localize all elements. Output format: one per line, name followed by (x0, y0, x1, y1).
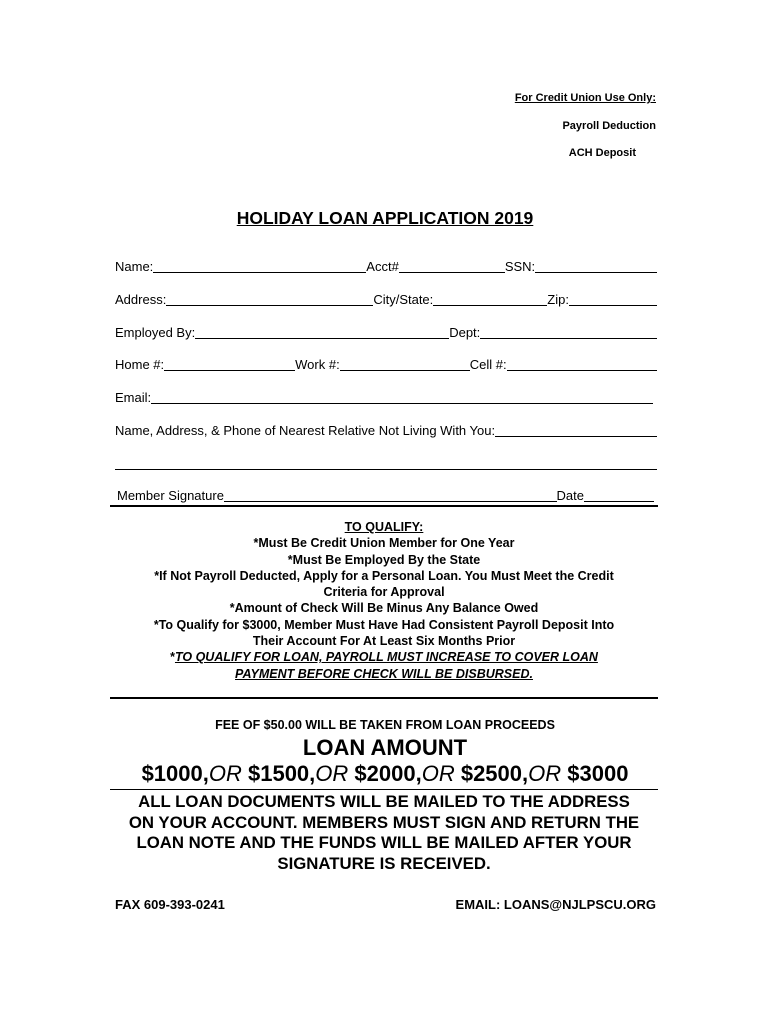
signature-label: Member Signature (117, 488, 224, 503)
mail-notice (110, 792, 658, 875)
row-signature (117, 487, 654, 503)
divider-bottom (110, 789, 658, 790)
loan-amount-heading: LOAN AMOUNT (302, 735, 468, 760)
email-label: Email: (115, 390, 152, 405)
row-address (115, 291, 657, 307)
office-use-ach-label: ACH Deposit (568, 147, 636, 159)
city-state-label: City/State: (373, 292, 434, 307)
ssn-field[interactable] (535, 260, 657, 273)
name-label: Name: (115, 259, 154, 274)
name-field[interactable] (153, 260, 366, 273)
loan-option: $1500, (247, 761, 316, 786)
ssn-label: SSN: (504, 259, 536, 274)
qualify-line: *To Qualify for $3000, Member Must Have Had Consistent Payroll Deposit Into (153, 617, 615, 632)
employed-by-label: Employed By: (115, 325, 196, 340)
office-use-title: For Credit Union Use Only: (514, 92, 656, 104)
date-field[interactable] (584, 489, 654, 502)
qualify-line: Their Account For At Least Six Months Prior (252, 634, 516, 649)
zip-field[interactable] (569, 293, 657, 306)
zip-label: Zip: (547, 292, 569, 307)
mail-notice-line: ON YOUR ACCOUNT. MEMBERS MUST SIGN AND RETURN THE (128, 812, 640, 832)
employed-by-field[interactable] (195, 326, 449, 339)
acct-label: Acct# (366, 259, 399, 274)
cell-phone-label: Cell #: (469, 357, 507, 372)
row-name (115, 258, 657, 274)
home-phone-label: Home #: (115, 357, 165, 372)
or-separator: OR (315, 761, 349, 786)
or-separator: OR (208, 761, 242, 786)
relative-field-line2[interactable] (115, 457, 657, 470)
fax-number: FAX 609-393-0241 (115, 897, 225, 912)
qualify-line: *Must Be Credit Union Member for One Year (253, 536, 515, 551)
work-phone-label: Work #: (295, 357, 340, 372)
or-separator: OR (528, 761, 562, 786)
qualify-heading: TO QUALIFY: (344, 520, 424, 534)
home-phone-field[interactable] (164, 358, 295, 371)
divider-middle (110, 697, 658, 699)
work-phone-field[interactable] (340, 358, 470, 371)
qualify-emphasis-line1 (110, 649, 658, 665)
loan-option: $2500, (460, 761, 529, 786)
divider-top (110, 505, 658, 507)
qualify-line: *Amount of Check Will Be Minus Any Balance Owed (229, 601, 539, 616)
mail-notice-line: SIGNATURE IS RECEIVED. (277, 854, 491, 874)
row-relative-continued (115, 455, 657, 471)
office-use-ach-deposit (480, 147, 656, 159)
row-phones (115, 356, 657, 372)
qualify-section (110, 519, 658, 682)
form-title: HOLIDAY LOAN APPLICATION 2019 (236, 208, 534, 228)
address-field[interactable] (166, 293, 373, 306)
acct-field[interactable] (399, 260, 505, 273)
dept-field[interactable] (480, 326, 657, 339)
address-label: Address: (115, 292, 167, 307)
signature-field[interactable] (224, 489, 557, 502)
or-separator: OR (421, 761, 455, 786)
row-email (115, 389, 653, 405)
relative-label: Name, Address, & Phone of Nearest Relative Not Living With You: (115, 423, 496, 438)
fee-notice: FEE OF $50.00 WILL BE TAKEN FROM LOAN PROCEEDS (215, 718, 555, 732)
loan-option: $2000, (354, 761, 422, 786)
qualify-emphasis-prefix: * (170, 650, 175, 665)
row-employment (115, 324, 657, 340)
date-label: Date (556, 488, 584, 503)
cell-phone-field[interactable] (507, 358, 657, 371)
qualify-emphasis-text1: TO QUALIFY FOR LOAN, PAYROLL MUST INCREASE TO COVER LOAN (174, 650, 598, 665)
loan-option: $1000, (141, 761, 209, 786)
qualify-line: Criteria for Approval (323, 585, 445, 600)
city-state-field[interactable] (433, 293, 547, 306)
email-field[interactable] (151, 391, 653, 404)
relative-field[interactable] (495, 424, 657, 437)
mail-notice-line: ALL LOAN DOCUMENTS WILL BE MAILED TO THE ADDRESS (138, 792, 630, 811)
qualify-line: *Must Be Employed By the State (287, 552, 481, 567)
loan-amount-options (0, 761, 770, 787)
mail-notice-line: LOAN NOTE AND THE FUNDS WILL BE MAILED AFTER YOUR (136, 833, 632, 853)
office-use-payroll-deduction: Payroll Deduction (562, 120, 656, 132)
qualify-emphasis-line2: PAYMENT BEFORE CHECK WILL BE DISBURSED. (235, 666, 533, 681)
dept-label: Dept: (449, 325, 481, 340)
email-contact: EMAIL: LOANS@NJLPSCU.ORG (455, 897, 656, 912)
loan-option: $3000 (567, 761, 629, 786)
qualify-line: *If Not Payroll Deducted, Apply for a Personal Loan. You Must Meet the Credit (154, 568, 614, 583)
row-relative (115, 422, 657, 438)
